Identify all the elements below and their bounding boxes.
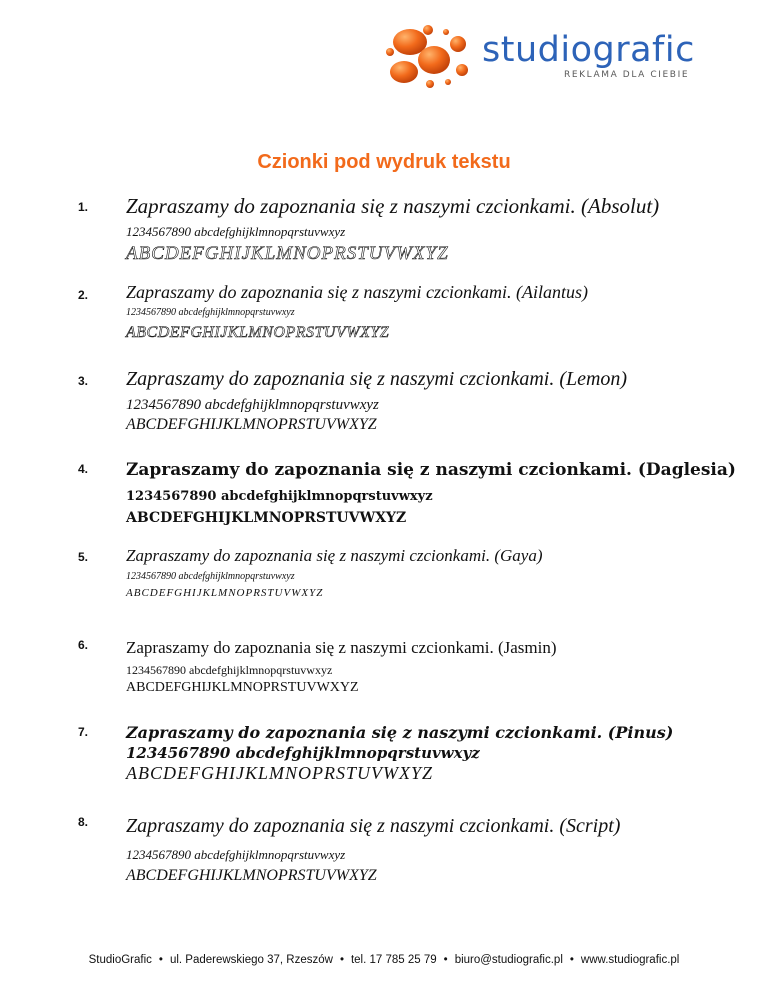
logo [382,22,712,92]
font-sample-digits-lowercase: 1234567890 abcdefghijklmnopqrstuvwxyz [126,489,433,504]
footer-separator: • [339,954,344,966]
entry-number: 1. [78,200,89,214]
font-sample-digits-lowercase: 1234567890 abcdefghijklmnopqrstuvwxyz [126,224,346,239]
font-sample-uppercase: ABCDEFGHIJKLMNOPRSTUVWXYZ [126,510,407,526]
entry-number: 2. [78,288,89,302]
font-sample-sentence: Zapraszamy do zapoznania się z naszymi czcionkami. (Lemon) [126,368,628,390]
brand-tagline: REKLAMA DLA CIEBIE [564,70,690,80]
font-sample-uppercase: ABCDEFGHIJKLMNOPRSTUVWXYZ [126,763,433,783]
font-sample-uppercase: ABCDEFGHIJKLMNOPRSTUVWXYZ [126,243,449,264]
footer-company: StudioGrafic [88,954,152,966]
font-sample-digits-lowercase: 1234567890 abcdefghijklmnopqrstuvwxyz [126,397,379,413]
font-sample-sentence: Zapraszamy do zapoznania się z naszymi czcionkami. (Gaya) [126,546,543,565]
footer-separator: • [443,954,448,966]
page-title: Czionki pod wydruk tekstu [257,151,511,173]
font-sample-digits-lowercase: 1234567890 abcdefghijklmnopqrstuvwxyz [126,847,346,862]
footer-website: www.studiografic.pl [580,954,680,966]
entry-number: 3. [78,374,89,388]
font-sample-digits-lowercase: 1234567890 abcdefghijklmnopqrstuvwxyz [126,307,295,318]
font-sample-sentence: Zapraszamy do zapoznania się z naszymi czcionkami. (Script) [126,815,621,837]
font-sample-uppercase: ABCDEFGHIJKLMNOPRSTUVWXYZ [126,416,377,433]
footer-separator: • [158,954,163,966]
entry-number: 4. [78,462,89,476]
footer [0,954,768,966]
font-sample-uppercase: ABCDEFGHIJKLMNOPRSTUVWXYZ [126,324,390,341]
font-sample-digits-lowercase: 1234567890 abcdefghijklmnopqrstuvwxyz [126,571,295,582]
orange-splash-logo-icon [382,22,474,92]
font-sample-uppercase: ABCDEFGHIJKLMNOPRSTUVWXYZ [126,680,359,695]
entry-number: 5. [78,550,89,564]
font-sample-sentence: Zapraszamy do zapoznania się z naszymi czcionkami. (Pinus) [126,723,674,742]
entry-number: 8. [78,815,89,829]
font-sample-uppercase: ABCDEFGHIJKLMNOPRSTUVWXYZ [126,587,324,599]
font-sample-uppercase: ABCDEFGHIJKLMNOPRSTUVWXYZ [126,867,377,884]
footer-phone: tel. 17 785 25 79 [350,954,437,966]
entry-number: 7. [78,725,89,739]
font-sample-sentence: Zapraszamy do zapoznania się z naszymi czcionkami. (Daglesia) [126,460,736,480]
font-sample-sentence: Zapraszamy do zapoznania się z naszymi czcionkami. (Absolut) [126,194,660,218]
entry-number: 6. [78,638,89,652]
font-sample-sentence: Zapraszamy do zapoznania się z naszymi czcionkami. (Ailantus) [126,282,588,302]
footer-email: biuro@studiografic.pl [454,954,563,966]
font-sample-sentence: Zapraszamy do zapoznania się z naszymi czcionkami. (Jasmin) [126,638,557,657]
font-sample-digits-lowercase: 1234567890 abcdefghijklmnopqrstuvwxyz [126,744,480,762]
footer-address: ul. Paderewskiego 37, Rzeszów [169,954,333,966]
footer-separator: • [569,954,574,966]
font-sample-digits-lowercase: 1234567890 abcdefghijklmnopqrstuvwxyz [126,663,333,677]
brand-name: studiografic [482,30,695,70]
